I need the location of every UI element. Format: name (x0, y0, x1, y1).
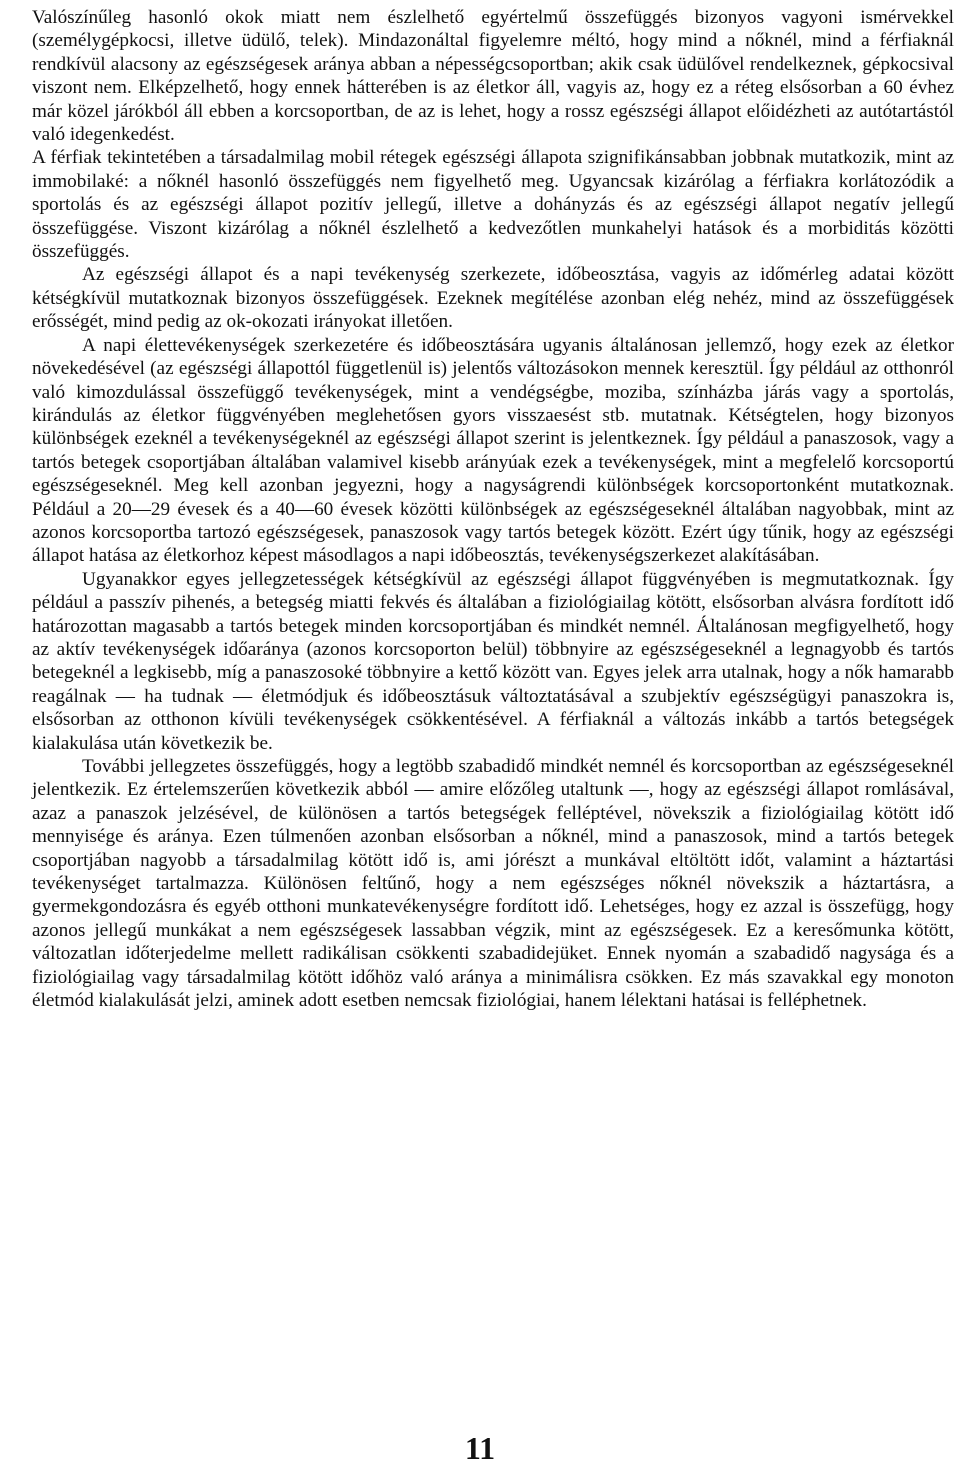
paragraph-jellegzetessegek: Ugyanakkor egyes jellegzetességek kétségkívül az egészségi állapot függvényében is megmutatkoznak. Így például a passzív pihenés, a betegség miatti fekvés és általában a fiziológiailag kötött, elsősorban alvásra fordított idő határozottan magasabb a tartós betegek minden korcsoportjában és mindkét nemnél. Általánosan megfigyelhető, hogy az aktív tevékenységek időaránya (azonos korcsoporton belül) többnyire az egészségeseknél a legnagyobb és tartós betegeknél a legkisebb, míg a panaszosoké többnyire a kettő között van. Egyes jelek arra utalnak, hogy a nők hamarabb reagálnak — ha tudnak — életmódjuk és időbeosztásuk változtatásával a szubjektív egészségügyi panaszokra is, elsősorban az otthonon kívüli tevékenységek csökkentésével. A férfiaknál a változás inkább a tartós betegségek kialakulása után következik be. (32, 568, 954, 754)
page-number: 11 (464, 1430, 496, 1466)
page-body (32, 6, 954, 1012)
paragraph-ferfiak-mobilitas: A férfiak tekintetében a társadalmilag mobil rétegek egészségi állapota szignifikánsabban jobbnak mutatkozik, mint az immobilaké: a nőknél hasonló összefüggés nem figyelhető meg. Ugyancsak kizárólag a férfiakra korlátozódik a sportolás és az egészségi állapot pozitív jellegű, illetve a dohányzás és az egészségi állapot negatív jellegű összefüggése. Viszont kizárólag a nőknél észlelhető a kedvezőtlen munkahelyi hatások és a morbiditás közötti összefüggés. (32, 147, 954, 263)
paragraph-vagyoni-ismervek: Valószínűleg hasonló okok miatt nem észlelhető egyértelmű összefüggés bizonyos vagyoni ismérvekkel (személygépkocsi, illetve üdülő, telek). Mindazonáltal figyelemre méltó, hogy mind a nőknél, mind a férfiaknál rendkívül alacsony az egészségesek aránya abban a népességcsoportban; akik csak üdülővel rendelkeznek, gépkocsival viszont nem. Elképzelhető, hogy ennek hátterében is az életkor áll, vagyis az, hogy ez a réteg elsősorban a 60 évhez már közel járókból áll ebben a korcsoportban, de az is lehet, hogy a rossz egészségi állapot előidézheti az autótartástól való idegenkedést. (32, 7, 954, 146)
paragraph-napi-tevekenyseg: Az egészségi állapot és a napi tevékenység szerkezete, időbeosztása, vagyis az időmérleg adatai között kétségkívül mutatkoznak bizonyos összefüggések. Ezeknek megítélése azonban elég nehéz, mind az összefüggések erősségét, mind pedig az ok-okozati irányokat illetően. (32, 264, 954, 333)
paragraph-eletkor-hatasa: A napi élettevékenységek szerkezetére és időbeosztására ugyanis általánosan jellemző, hogy ezek az életkor növekedésével (az egészségi állapottól függetlenül is) jelentős változásokon mennek keresztül. Így például az otthonról való kimozdulással összefüggő tevékenységek, mint a vendégségbe, moziba, színházba járás vagy a sportolás, kirándulás az életkor függvényében meglehetősen gyors visszaesést stb. mutatnak. Kétségtelen, hogy bizonyos különbségek ezeknél a tevékenységeknél az egészségi állapot szerint is jelentkeznek. Így például a panaszosok, vagy a tartós betegek csoportjában általában valamivel kisebb arányúak ezek a tevékenységek, mint a megfelelő korcsoportú egészségeseknél. Meg kell azonban jegyezni, hogy a nagyságrendi különbségek korcsoportonként mutatkoznak. Például a 20—29 évesek és a 40—60 évesek közötti különbségek az egészségeseknél általában nagyobbak, mint az azonos korcsoportba tartozó egészségesek, panaszosok vagy tartós betegek között. Ezért úgy tűnik, hogy az egészségi állapot hatása az életkorhoz képest másodlagos a napi időbeosztás, tevékenységszerkezet alakításában. (32, 334, 954, 567)
paragraph-szabadido: További jellegzetes összefüggés, hogy a legtöbb szabadidő mindkét nemnél és korcsoportban az egészségeseknél jelentkezik. Ez értelemszerűen következik abból — amire előzőleg utaltunk —, hogy az egészségi állapot romlásával, azaz a panaszok jelzésével, de különösen a tartós betegségek felléptével, növekszik a fiziológiailag kötött idő mennyisége és aránya. Ezen túlmenően azonban elsősorban a nőknél, mind a panaszosok, mind a tartós betegek csoportjában nagyobb a társadalmilag kötött idő is, ami jórészt a munkával eltöltött időt, valamint a háztartási tevékenységet tartalmazza. Különösen feltűnő, hogy a nem egészséges nőknél növekszik a háztartásra, a gyermekgondozásra és egyéb otthoni munkatevékenységre fordított idő. Lehetséges, hogy ez azzal is összefügg, hogy azonos jellegű munkákat a nem egészségesek lassabban végzik, mint az egészségesek. Ez a keresőmunka kötött, változatlan időterjedelme mellett radikálisan csökkenti szabadidejüket. Ennek nyomán a szabadidő nagysága és a fiziológiailag vagy társadalmilag kötött időhöz való aránya a minimálisra csökken. Ez más szavakkal egy monoton életmód kialakulását jelzi, aminek adott esetben nemcsak fiziológiai, hanem lélektani hatásai is felléphetnek. (32, 756, 954, 1012)
